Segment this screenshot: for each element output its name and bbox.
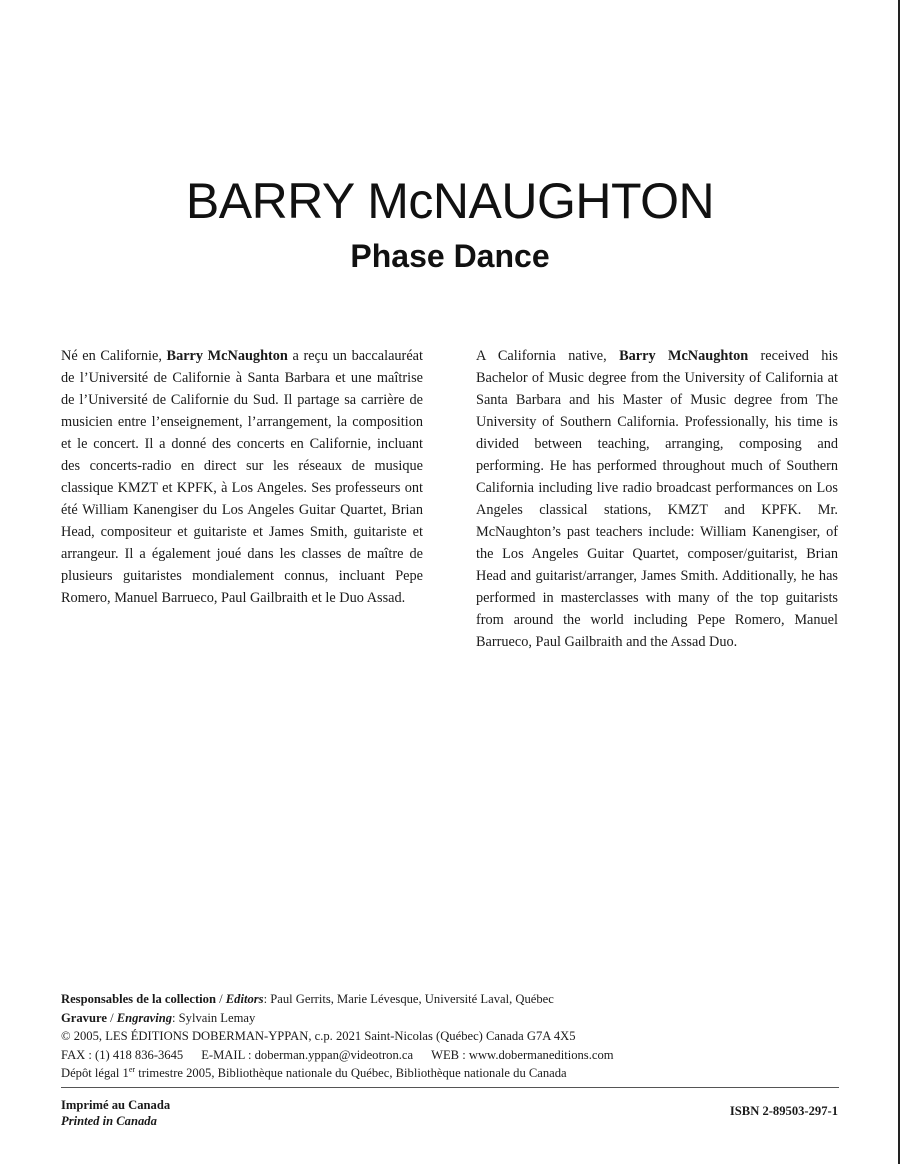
bio-fr-intro: Né en Californie, [61,348,167,364]
contact-line [61,1046,841,1065]
engraving-value: : Sylvain Lemay [172,1010,256,1025]
composer-title: BARRY McNAUGHTON [185,173,715,229]
legal-deposit-prefix: Dépôt légal 1 [61,1066,129,1080]
bio-fr-body: a reçu un baccalauréat de l’Université de Californie à Santa Barbara et une maîtrise de l’Université de Californie du Sud. Il partage sa carrière de musicien entre l’enseignement, l’arrangement, la composition et le concert. Il a donné des concerts en Californie, incluant des concerts-radio en direct sur les réseaux de musique classique KMZT et KPFK, à Los Angeles. Ses professeurs ont été William Kanengiser du Los Angeles Guitar Quartet, Brian Head, compositeur et guitariste et James Smith, guitariste et arrangeur. Il a également joué dans les classes de maître de plusieurs guitaristes mondialement connus, incluant Pepe Romero, Manuel Barrueco, Paul Gailbraith et le Duo Assad. [61,348,423,606]
engraving-separator: / [106,1010,117,1025]
piece-title: Phase Dance [350,238,550,274]
fax-number: FAX : (1) 418 836-3645 [61,1047,184,1062]
printed-in-french: Imprimé au Canada [61,1098,171,1112]
email-address: E-MAIL : doberman.yppan@videotron.ca [201,1047,414,1062]
legal-deposit-text: trimestre 2005, Bibliothèque nationale du Québec, Bibliothèque nationale du Canada [135,1066,567,1080]
footer-divider [61,1087,839,1088]
printed-in [61,1097,170,1129]
editors-label-fr: Responsables de la collection [61,992,216,1006]
editors-separator: / [215,992,226,1006]
web-address: WEB : www.dobermaneditions.com [431,1047,614,1062]
printed-in-english: Printed in Canada [61,1114,157,1128]
biography-french [61,345,423,609]
engraving-label-fr: Gravure [61,1010,107,1025]
legal-deposit-line [61,1064,841,1083]
publication-credits [61,990,841,1083]
editors-value: : Paul Gerrits, Marie Lévesque, Université Laval, Québec [263,992,554,1006]
legal-deposit-superscript: er [128,1065,136,1074]
isbn-number: ISBN 2-89503-297-1 [729,1104,838,1118]
bio-en-intro: A California native, [476,348,620,364]
editors-label-en: Editors [225,992,264,1006]
biography-english [476,345,838,653]
bio-fr-name: Barry McNaughton [166,348,288,364]
bio-en-body: received his Bachelor of Music degree from the University of California at Santa Barbara and his Master of Music degree from The University of Southern California. Professionally, his time is divided between teaching, arranging, composing and performing. He has performed throughout much of Southern California including live radio broadcast performances on Los Angeles classical stations, KMZT and KPFK. Mr. McNaughton’s past teachers include: William Kanengiser, of the Los Angeles Guitar Quartet, composer/guitarist, Brian Head and guitarist/arranger, James Smith. Additionally, he has performed in masterclasses with many of the top guitarists from around the world including Pepe Romero, Manuel Barrueco, Paul Gailbraith and the Assad Duo. [476,348,838,650]
copyright-line: © 2005, LES ÉDITIONS DOBERMAN-YPPAN, c.p. 2021 Saint-Nicolas (Québec) Canada G7A 4X5 [61,1029,576,1043]
engraving-line [61,1009,841,1028]
editors-line [61,990,841,1009]
engraving-label-en: Engraving [116,1010,173,1025]
bio-en-name: Barry McNaughton [619,348,749,364]
